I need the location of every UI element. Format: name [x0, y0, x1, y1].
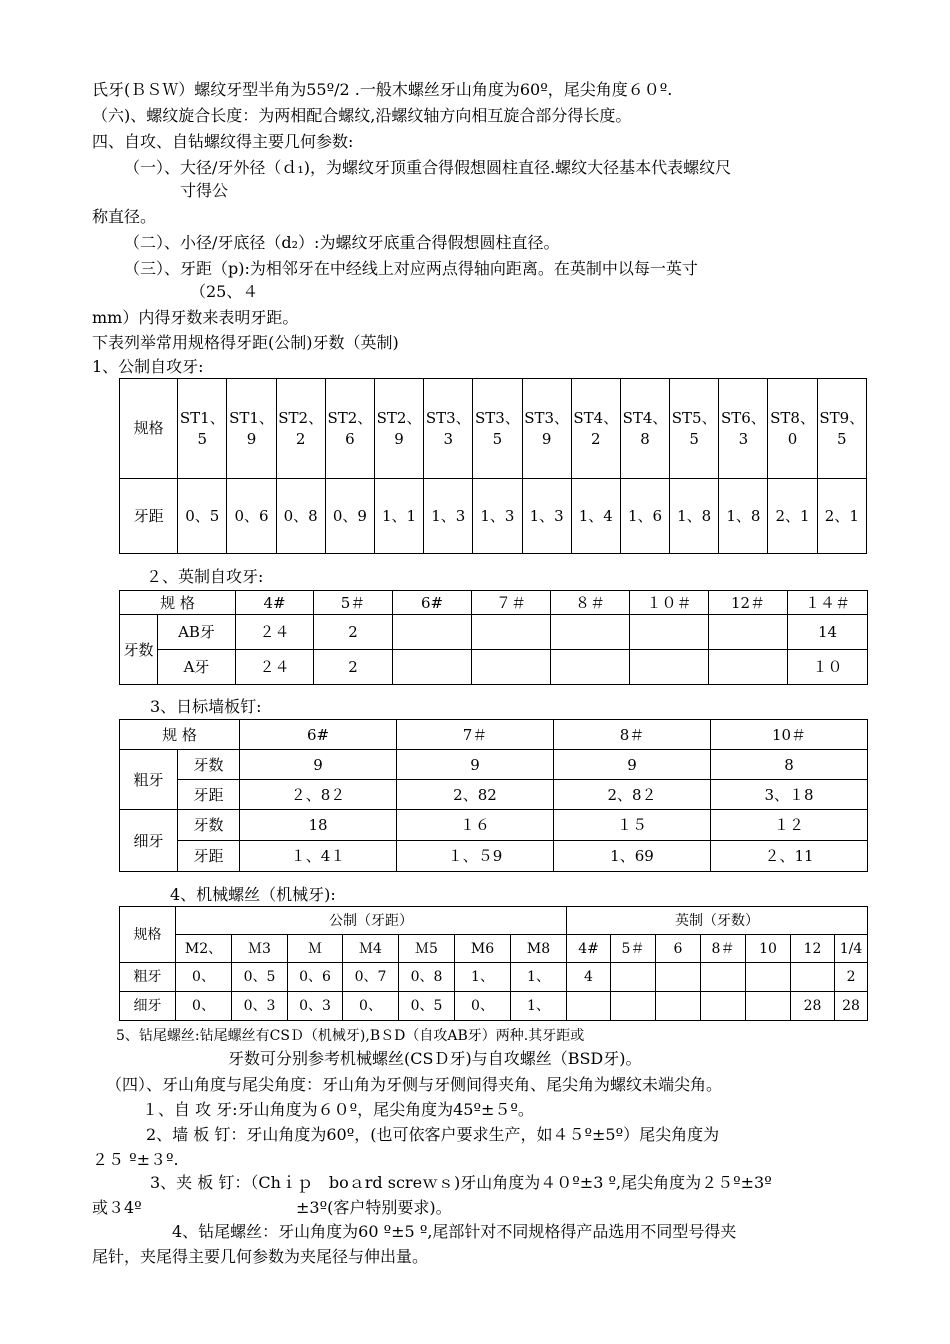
header-cell: 4# [236, 591, 314, 615]
text-line: （六)、螺纹旋合长度：为两相配合螺纹,沿螺纹轴方向相互旋合部分得长度。 [92, 106, 632, 125]
table-header-row [120, 907, 868, 935]
text-line: 四、自攻、自钻螺纹得主要几何参数: [92, 132, 354, 151]
table-header-row [120, 935, 868, 963]
value-cell [472, 650, 551, 685]
text-line: 5、钻尾螺丝:钻尾螺丝有CSＤ（机械牙),BＳD（自攻AB牙）两种.其牙距或 [116, 1028, 585, 1044]
text-line: 氏牙(ＢＳＷ）螺纹牙型半角为55º/2 .一般木螺丝牙山角度为60º，尾尖角度６０º. [92, 80, 673, 99]
row-label: AB牙 [158, 615, 236, 650]
value-cell: ２、11 [711, 841, 868, 872]
header-cell: M2、 [176, 935, 232, 963]
value-cell: １２ [711, 810, 868, 841]
value-cell: ２、8２ [240, 780, 397, 810]
text-line: （四）、牙山角度与尾尖角度：牙山角为牙侧与牙侧间得夹角、尾尖角为螺纹未端尖角。 [106, 1075, 723, 1094]
spec-cell: ST3、9 [522, 379, 571, 479]
text-line: 4、钻尾螺丝：牙山角度为60 º±5 º,尾部针对不同规格得产品选用不同型号得夹 [172, 1222, 737, 1241]
value-cell [746, 963, 791, 992]
spec-cell: ST3、3 [424, 379, 473, 479]
header-cell: １０＃ [630, 591, 709, 615]
header-cell: 7＃ [397, 720, 554, 750]
header-cell: 12 [791, 935, 835, 963]
text-line: ±3º(客户特别要求)。 [296, 1198, 452, 1217]
value-cell: 1、 [511, 963, 567, 992]
value-cell: 9 [554, 750, 711, 780]
row-label: 牙距 [178, 780, 240, 810]
pitch-cell: 0、9 [325, 479, 374, 554]
row-label: 牙数 [178, 810, 240, 841]
value-cell: 28 [791, 992, 835, 1021]
spec-cell: ST9、5 [817, 379, 866, 479]
value-cell [630, 650, 709, 685]
spec-cell: ST2、9 [374, 379, 423, 479]
fine-label: 细牙 [120, 810, 178, 872]
spec-label: 规 格 [120, 720, 240, 750]
value-cell: １、4１ [240, 841, 397, 872]
value-cell [709, 615, 788, 650]
pitch-cell: 2、1 [817, 479, 866, 554]
header-cell: 1/4 [835, 935, 868, 963]
value-cell [709, 650, 788, 685]
value-cell: １０ [788, 650, 868, 685]
value-cell: 0、 [176, 963, 232, 992]
value-cell: 0、3 [232, 992, 288, 1021]
header-cell: 8＃ [701, 935, 746, 963]
spec-cell: ST2、2 [276, 379, 325, 479]
value-cell: 18 [240, 810, 397, 841]
pitch-cell: 0、5 [178, 479, 227, 554]
spec-cell: ST1、9 [227, 379, 276, 479]
value-cell [567, 992, 611, 1021]
value-cell: 0、 [176, 992, 232, 1021]
header-cell: 6 [656, 935, 701, 963]
text-line: 称直径。 [92, 207, 157, 226]
header-cell: Ｍ5 [399, 935, 455, 963]
spec-cell: ST2、6 [325, 379, 374, 479]
pitch-cell: 0、6 [227, 479, 276, 554]
table-row [120, 963, 868, 992]
value-cell: 3、１8 [711, 780, 868, 810]
header-cell: Ｍ3 [232, 935, 288, 963]
spec-cell: ST5、5 [670, 379, 719, 479]
spec-label: 规 格 [120, 591, 236, 615]
text-line: 或３4º [92, 1198, 142, 1217]
text-line: 2、墙 板 钉：牙山角度为60º，(也可依客户要求生产，如４５º±5º）尾尖角度为 [146, 1125, 720, 1144]
pitch-cell: 1、4 [571, 479, 620, 554]
drywall-screw-table [119, 719, 868, 872]
value-cell: 1、 [511, 992, 567, 1021]
header-cell: Ｍ [288, 935, 343, 963]
table-header-row [120, 720, 868, 750]
spec-label: 规格 [120, 379, 178, 479]
text-line: （三）、牙距（p):为相邻牙在中经线上对应两点得轴向距离。在英制中以每一英寸 [124, 259, 698, 278]
table-row [120, 780, 868, 810]
table-row [120, 650, 868, 685]
value-cell: １、５9 [397, 841, 554, 872]
header-cell: 12＃ [709, 591, 788, 615]
value-cell [393, 650, 472, 685]
value-cell: 1、 [455, 963, 511, 992]
value-cell: 2 [314, 615, 393, 650]
table-row [120, 479, 867, 554]
value-cell: ２４ [236, 650, 314, 685]
table-row [120, 992, 868, 1021]
header-cell: 5＃ [611, 935, 656, 963]
header-cell: ７＃ [472, 591, 551, 615]
pitch-cell: 1、8 [719, 479, 768, 554]
header-cell: 6# [240, 720, 397, 750]
spec-cell: ST4、8 [620, 379, 669, 479]
row-label: A牙 [158, 650, 236, 685]
text-line: mm）内得牙数来表明牙距。 [92, 308, 299, 327]
text-line: （一）、大径/牙外径（ｄ₁)，为螺纹牙顶重合得假想圆柱直径.螺纹大径基本代表螺纹尺 [124, 158, 732, 177]
imperial-self-tapping-table [119, 590, 868, 685]
value-cell: 2 [314, 650, 393, 685]
table-row [120, 810, 868, 841]
text-line: （25、４ [190, 282, 259, 301]
header-cell: Ｍ4 [343, 935, 399, 963]
value-cell [630, 615, 709, 650]
pitch-cell: 1、3 [424, 479, 473, 554]
table-row [120, 379, 867, 479]
value-cell [791, 963, 835, 992]
text-line: 尾针，夹尾得主要几何参数为夹尾径与伸出量。 [92, 1247, 429, 1266]
value-cell: 0、5 [232, 963, 288, 992]
value-cell [701, 963, 746, 992]
metric-self-tapping-table [119, 378, 867, 554]
value-cell [472, 615, 551, 650]
row-label: 牙距 [178, 841, 240, 872]
text-line: ２５ º±３º. [92, 1150, 179, 1169]
spec-cell: ST4、2 [571, 379, 620, 479]
metric-group-header: 公制（牙距） [176, 907, 567, 935]
spec-cell: ST3、5 [473, 379, 522, 479]
section-heading: 3、日标墙板钉: [150, 697, 262, 716]
row-group-label: 牙数 [120, 615, 158, 685]
spec-label: 规格 [120, 907, 176, 963]
header-cell: 6# [393, 591, 472, 615]
value-cell: 1、69 [554, 841, 711, 872]
value-cell: 8 [711, 750, 868, 780]
pitch-cell: 1、3 [522, 479, 571, 554]
header-cell: M6 [455, 935, 511, 963]
table-header-row [120, 591, 868, 615]
value-cell: ２４ [236, 615, 314, 650]
text-line: 寸得公 [180, 181, 229, 200]
coarse-label: 粗牙 [120, 963, 176, 992]
value-cell [393, 615, 472, 650]
coarse-label: 粗牙 [120, 750, 178, 810]
value-cell [701, 992, 746, 1021]
spec-cell: ST8、0 [768, 379, 817, 479]
value-cell: 9 [240, 750, 397, 780]
imperial-group-header: 英制（牙数） [567, 907, 868, 935]
value-cell: 4 [567, 963, 611, 992]
value-cell: １５ [554, 810, 711, 841]
value-cell: 28 [835, 992, 868, 1021]
machine-screw-table [119, 906, 868, 1021]
value-cell: 2、82 [397, 780, 554, 810]
spec-cell: ST6、3 [719, 379, 768, 479]
value-cell [611, 992, 656, 1021]
fine-label: 细牙 [120, 992, 176, 1021]
text-line: １、自 攻 牙:牙山角度为６０º，尾尖角度为45º±５º。 [142, 1100, 534, 1119]
value-cell [656, 963, 701, 992]
header-cell: 10 [746, 935, 791, 963]
value-cell [611, 963, 656, 992]
pitch-cell: 2、1 [768, 479, 817, 554]
pitch-cell: 1、3 [473, 479, 522, 554]
text-line: 下表列举常用规格得牙距(公制)牙数（英制) [92, 333, 399, 352]
value-cell: 0、5 [399, 992, 455, 1021]
header-cell: １４＃ [788, 591, 868, 615]
table-row [120, 750, 868, 780]
header-cell: 5＃ [314, 591, 393, 615]
pitch-cell: 1、6 [620, 479, 669, 554]
header-cell: 10＃ [711, 720, 868, 750]
header-cell: 8＃ [554, 720, 711, 750]
pitch-cell: 1、1 [374, 479, 423, 554]
section-heading: 4、机械螺丝（机械牙): [170, 885, 336, 904]
value-cell [746, 992, 791, 1021]
value-cell: 2、8２ [554, 780, 711, 810]
value-cell [551, 615, 630, 650]
pitch-label: 牙距 [120, 479, 178, 554]
table-row [120, 841, 868, 872]
text-line: 牙数可分别参考机械螺丝(CSＤ牙)与自攻螺丝（BSD牙)。 [228, 1049, 642, 1068]
text-line: 3、夹 板 钉：（Chｉｐ boａrd screｗｓ)牙山角度为４０º±3 º,尾尖角度为２５º±3º [150, 1173, 772, 1192]
value-cell: １６ [397, 810, 554, 841]
value-cell: 9 [397, 750, 554, 780]
value-cell: 0、8 [399, 963, 455, 992]
pitch-cell: 1、8 [670, 479, 719, 554]
value-cell: 0、3 [288, 992, 343, 1021]
value-cell: 0、6 [288, 963, 343, 992]
header-cell: M8 [511, 935, 567, 963]
section-heading: 1、公制自攻牙: [92, 357, 204, 376]
value-cell [551, 650, 630, 685]
spec-cell: ST1、5 [178, 379, 227, 479]
value-cell: 2 [835, 963, 868, 992]
value-cell: 14 [788, 615, 868, 650]
header-cell: 4# [567, 935, 611, 963]
value-cell [656, 992, 701, 1021]
pitch-cell: 0、8 [276, 479, 325, 554]
text-line: （二）、小径/牙底径（d₂）:为螺纹牙底重合得假想圆柱直径。 [124, 233, 560, 252]
value-cell: 0、 [455, 992, 511, 1021]
header-cell: ８＃ [551, 591, 630, 615]
section-heading: ２、英制自攻牙: [146, 567, 264, 586]
row-label: 牙数 [178, 750, 240, 780]
table-row [120, 615, 868, 650]
value-cell: 0、7 [343, 963, 399, 992]
value-cell: 0、 [343, 992, 399, 1021]
